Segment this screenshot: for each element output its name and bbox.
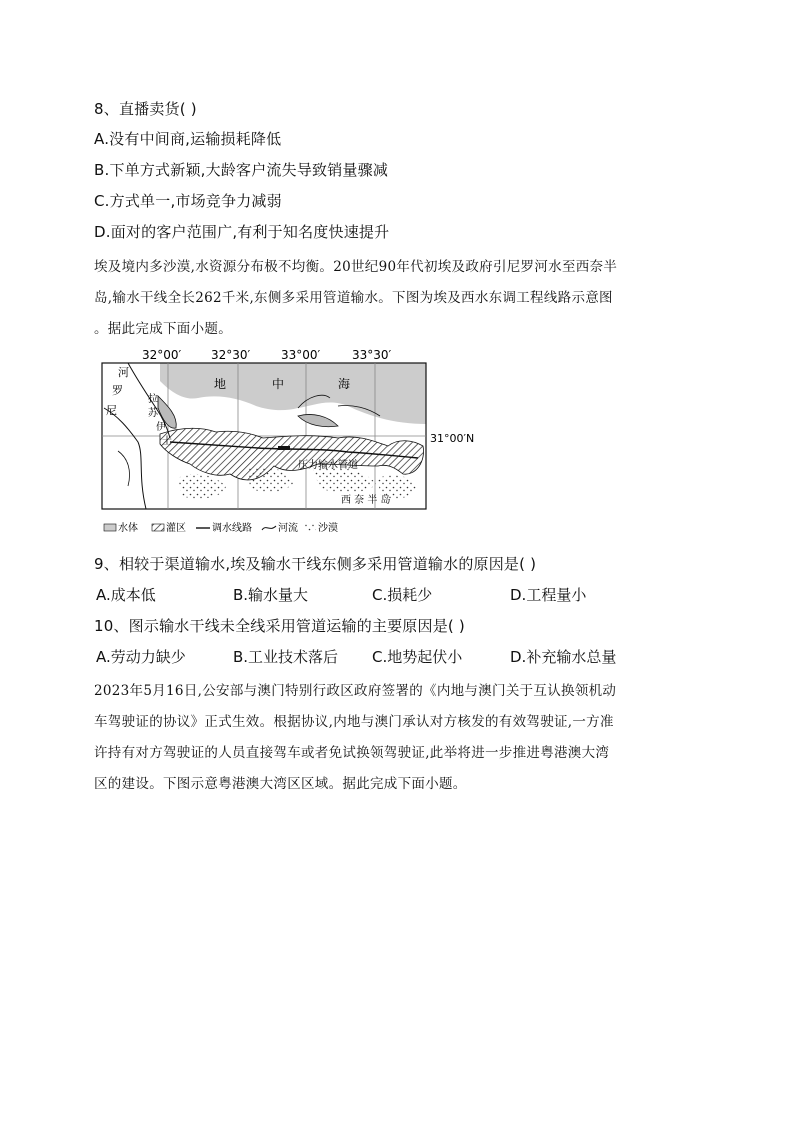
canal-label-2: 苏 xyxy=(148,408,158,419)
q9-stem: 9、相较于渠道输水,埃及输水干线东侧多采用管道输水的原因是( ) xyxy=(94,555,537,573)
q9-option-c: C.损耗少 xyxy=(372,586,433,604)
lon-label-4: 33°30′ xyxy=(352,348,392,362)
legend-river: 河流 xyxy=(278,523,298,534)
q10-option-d: D.补充输水总量 xyxy=(510,648,617,666)
q8-option-d: D.面对的客户范围广,有利于知名度快速提升 xyxy=(94,223,390,241)
passage2-line1: 2023年5月16日,公安部与澳门特别行政区政府签署的《内地与澳门关于互认换领机动 xyxy=(94,683,617,699)
passage2-line4: 区的建设。下图示意粤港澳大湾区区域。据此完成下面小题。 xyxy=(94,776,467,792)
nile-label-3: 尼 xyxy=(106,404,117,417)
legend-desert-swatch xyxy=(304,524,316,531)
q8-option-a: A.没有中间商,运输损耗降低 xyxy=(94,130,282,148)
passage1-line2: 岛,输水干线全长262千米,东侧多采用管道输水。下图为埃及西水东调工程线路示意图 xyxy=(94,290,613,306)
sea-label-2: 中 xyxy=(272,377,285,391)
lon-label-3: 33°00′ xyxy=(281,348,321,362)
passage2-line2: 车驾驶证的协议》正式生效。根据协议,内地与澳门承认对方核发的有效驾驶证,一方准 xyxy=(94,714,614,730)
legend-irrigation-swatch xyxy=(152,524,164,531)
passage2-line3: 许持有对方驾驶证的人员直接驾车或者免试换领驾驶证,此举将进一步推进粤港澳大湾 xyxy=(94,745,610,761)
sinai-label: 西 奈 半 岛 xyxy=(341,495,391,506)
desert-area-3 xyxy=(313,468,376,493)
q10-option-c: C.地势起伏小 xyxy=(372,648,463,666)
lon-label-2: 32°30′ xyxy=(211,348,251,362)
canal-line xyxy=(118,451,130,486)
map-legend xyxy=(104,521,338,534)
q8-option-b: B.下单方式新颖,大龄客户流失导致销量骤减 xyxy=(94,161,389,179)
legend-water: 水体 xyxy=(118,523,138,534)
sea-label-3: 海 xyxy=(338,377,351,391)
sea-label-1: 地 xyxy=(214,377,227,391)
q8-stem: 8、直播卖货( ) xyxy=(94,100,197,118)
legend-desert: 沙漠 xyxy=(318,523,338,534)
q10-option-b: B.工业技术落后 xyxy=(233,648,339,666)
egypt-water-transfer-map xyxy=(98,346,498,541)
passage1-line1: 埃及境内多沙漠,水资源分布极不均衡。20世纪90年代初埃及政府引尼罗河水至西奈半 xyxy=(94,259,618,275)
lat-label: 31°00′N xyxy=(430,432,475,445)
q9-option-d: D.工程量小 xyxy=(510,586,587,604)
q8-option-c: C.方式单一,市场竞争力减弱 xyxy=(94,192,282,210)
canal-label-3: 伊 xyxy=(156,422,166,433)
legend-water-swatch xyxy=(104,524,116,531)
lon-label-1: 32°00′ xyxy=(142,348,182,362)
q9-option-a: A.成本低 xyxy=(96,586,156,604)
q10-stem: 10、图示输水干线未全线采用管道运输的主要原因是( ) xyxy=(94,617,465,635)
legend-river-swatch xyxy=(262,526,276,530)
passage1-line3: 。据此完成下面小题。 xyxy=(94,321,232,337)
legend-route: 调水线路 xyxy=(212,523,252,534)
q10-option-a: A.劳动力缺少 xyxy=(96,648,186,666)
legend-irrigation: 灌区 xyxy=(166,523,186,534)
pipeline-label: 压力输水管道 xyxy=(298,460,358,471)
lagoon xyxy=(298,414,338,426)
route-marker xyxy=(278,446,290,450)
nile-label-1: 河 xyxy=(118,366,129,379)
canal-label-1: 拉 xyxy=(148,394,158,405)
q9-option-b: B.输水量大 xyxy=(233,586,309,604)
nile-label-2: 罗 xyxy=(112,384,123,397)
canal-label-4: 士 xyxy=(162,436,172,447)
mediterranean-sea xyxy=(160,363,426,424)
desert-area-1 xyxy=(178,474,226,499)
